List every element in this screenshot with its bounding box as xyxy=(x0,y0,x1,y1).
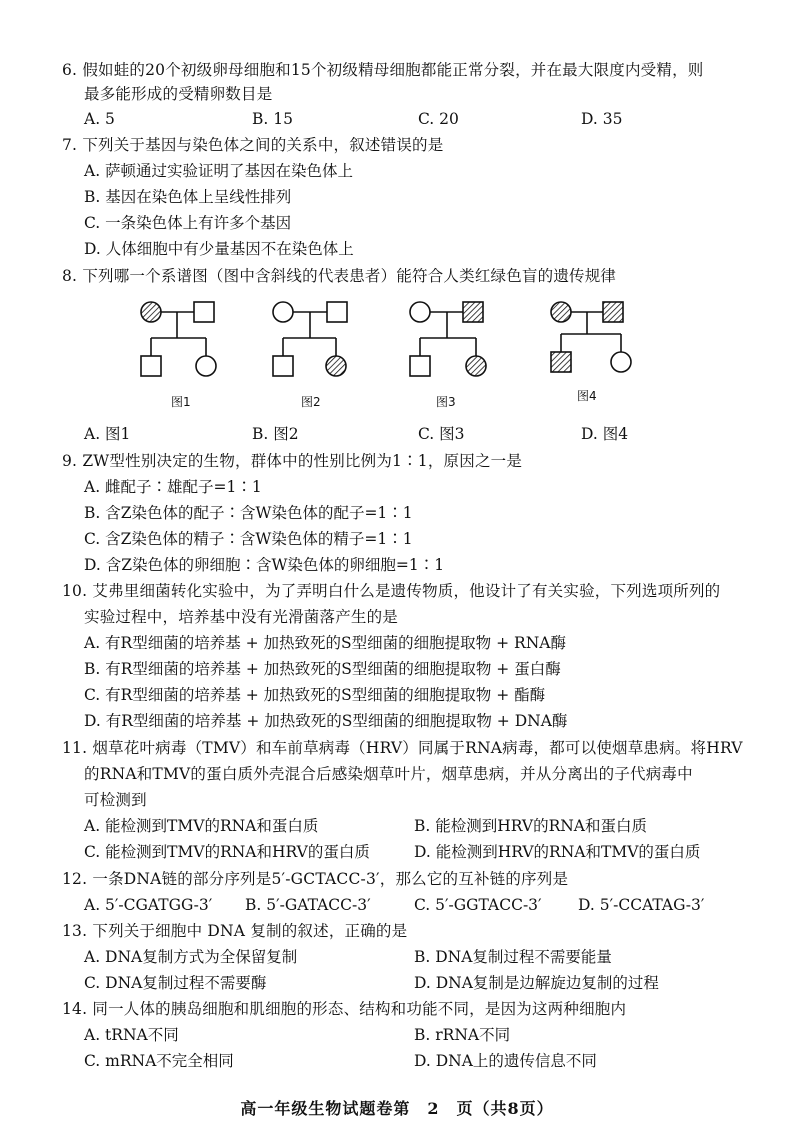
q8-stem: 8. 下列哪一个系谱图（图中含斜线的代表患者）能符合人类红绿色盲的遗传规律 xyxy=(62,267,617,285)
q14-stem: 14. 同一人体的胰岛细胞和肌细胞的形态、结构和功能不同，是因为这两种细胞内 xyxy=(62,1000,627,1018)
q7-option-d: D. 人体细胞中有少量基因不在染色体上 xyxy=(84,240,354,258)
q10-option-a: A. 有R型细菌的培养基 + 加热致死的S型细菌的细胞提取物 + RNA酶 xyxy=(84,634,566,652)
q14-option-c: C. mRNA不完全相同 xyxy=(84,1052,234,1070)
q9-stem: 9. ZW型性别决定的生物，群体中的性别比例为1∶1，原因之一是 xyxy=(62,452,523,470)
fig4-son-affected xyxy=(551,352,571,372)
q9-option-b: B. 含Z染色体的配子∶含W染色体的配子=1∶1 xyxy=(84,504,413,522)
fig3-mother xyxy=(410,302,430,322)
q11-option-d: D. 能检测到HRV的RNA和TMV的蛋白质 xyxy=(414,843,701,861)
pedigree-figure-3 xyxy=(410,302,486,376)
q10-option-d: D. 有R型细菌的培养基 + 加热致死的S型细菌的细胞提取物 + DNA酶 xyxy=(84,712,568,730)
q7-option-a: A. 萨顿通过实验证明了基因在染色体上 xyxy=(84,162,354,180)
fig4-daughter xyxy=(611,352,631,372)
q12-option-a: A. 5′-CGATGG-3′ xyxy=(84,896,213,914)
q8-option-a: A. 图1 xyxy=(84,425,131,443)
fig3-father-affected xyxy=(463,302,483,322)
q10-option-b: B. 有R型细菌的培养基 + 加热致死的S型细菌的细胞提取物 + 蛋白酶 xyxy=(84,660,561,678)
pedigree-figure-2 xyxy=(273,302,347,376)
q10-stem-line2: 实验过程中，培养基中没有光滑菌落产生的是 xyxy=(84,608,399,626)
fig3-caption: 图3 xyxy=(436,395,456,409)
q7-option-b: B. 基因在染色体上呈线性排列 xyxy=(84,188,292,206)
q11-stem-line3: 可检测到 xyxy=(84,791,147,809)
fig2-mother xyxy=(273,302,293,322)
q11-option-b: B. 能检测到HRV的RNA和蛋白质 xyxy=(414,817,648,835)
q6-option-a: A. 5 xyxy=(84,110,115,128)
fig3-daughter-affected xyxy=(466,356,486,376)
pedigree-figures xyxy=(0,290,794,420)
q6-option-d: D. 35 xyxy=(581,110,623,128)
q7-option-c: C. 一条染色体上有许多个基因 xyxy=(84,214,292,232)
fig2-father xyxy=(327,302,347,322)
q11-option-a: A. 能检测到TMV的RNA和蛋白质 xyxy=(84,817,319,835)
q8-option-b: B. 图2 xyxy=(252,425,299,443)
pedigree-figure-1 xyxy=(141,302,216,376)
q6-stem-line2: 最多能形成的受精卵数目是 xyxy=(84,85,273,103)
q8-option-c: C. 图3 xyxy=(418,425,465,443)
q10-option-c: C. 有R型细菌的培养基 + 加热致死的S型细菌的细胞提取物 + 酯酶 xyxy=(84,686,546,704)
q9-option-c: C. 含Z染色体的精子∶含W染色体的精子=1∶1 xyxy=(84,530,413,548)
fig1-son xyxy=(141,356,161,376)
q13-option-b: B. DNA复制过程不需要能量 xyxy=(414,948,612,966)
q9-option-d: D. 含Z染色体的卵细胞∶含W染色体的卵细胞=1∶1 xyxy=(84,556,445,574)
q8-option-d: D. 图4 xyxy=(581,425,629,443)
q11-stem-line2: 的RNA和TMV的蛋白质外壳混合后感染烟草叶片，烟草患病，并从分离出的子代病毒中 xyxy=(84,765,693,783)
fig3-son xyxy=(410,356,430,376)
q12-option-d: D. 5′-CCATAG-3′ xyxy=(578,896,705,914)
q13-option-a: A. DNA复制方式为全保留复制 xyxy=(84,948,298,966)
q9-option-a: A. 雌配子∶雄配子=1∶1 xyxy=(84,478,262,496)
fig2-caption: 图2 xyxy=(301,395,321,409)
fig4-father-affected xyxy=(603,302,623,322)
q11-option-c: C. 能检测到TMV的RNA和HRV的蛋白质 xyxy=(84,843,370,861)
q6-option-b: B. 15 xyxy=(252,110,293,128)
q12-option-b: B. 5′-GATACC-3′ xyxy=(245,896,371,914)
pedigree-figure-4 xyxy=(551,302,631,372)
fig1-mother-affected xyxy=(141,302,161,322)
fig2-daughter-affected xyxy=(326,356,346,376)
q11-stem-line1: 11. 烟草花叶病毒（TMV）和车前草病毒（HRV）同属于RNA病毒，都可以使烟草患病。将HRV xyxy=(62,739,743,757)
fig1-father xyxy=(194,302,214,322)
q13-option-c: C. DNA复制过程不需要酶 xyxy=(84,974,267,992)
q10-stem-line1: 10. 艾弗里细菌转化实验中，为了弄明白什么是遗传物质，他设计了有关实验，下列选项所列的 xyxy=(62,582,721,600)
fig2-son xyxy=(273,356,293,376)
fig4-mother-affected xyxy=(551,302,571,322)
q14-option-a: A. tRNA不同 xyxy=(84,1026,179,1044)
q7-stem: 7. 下列关于基因与染色体之间的关系中，叙述错误的是 xyxy=(62,136,444,154)
q12-option-c: C. 5′-GGTACC-3′ xyxy=(414,896,542,914)
q13-stem: 13. 下列关于细胞中 DNA 复制的叙述，正确的是 xyxy=(62,922,408,940)
q6-option-c: C. 20 xyxy=(418,110,459,128)
q14-option-b: B. rRNA不同 xyxy=(414,1026,511,1044)
page-footer: 高一年级生物试题卷第 2 页（共8页） xyxy=(240,1099,554,1118)
q13-option-d: D. DNA复制是边解旋边复制的过程 xyxy=(414,974,659,992)
q14-option-d: D. DNA上的遗传信息不同 xyxy=(414,1052,597,1070)
q6-stem-line1: 6. 假如蛙的20个初级卵母细胞和15个初级精母细胞都能正常分裂，并在最大限度内受精，则 xyxy=(62,61,704,79)
fig4-caption: 图4 xyxy=(577,389,597,403)
q12-stem: 12. 一条DNA链的部分序列是5′-GCTACC-3′，那么它的互补链的序列是 xyxy=(62,870,569,888)
fig1-caption: 图1 xyxy=(171,395,191,409)
fig1-daughter xyxy=(196,356,216,376)
